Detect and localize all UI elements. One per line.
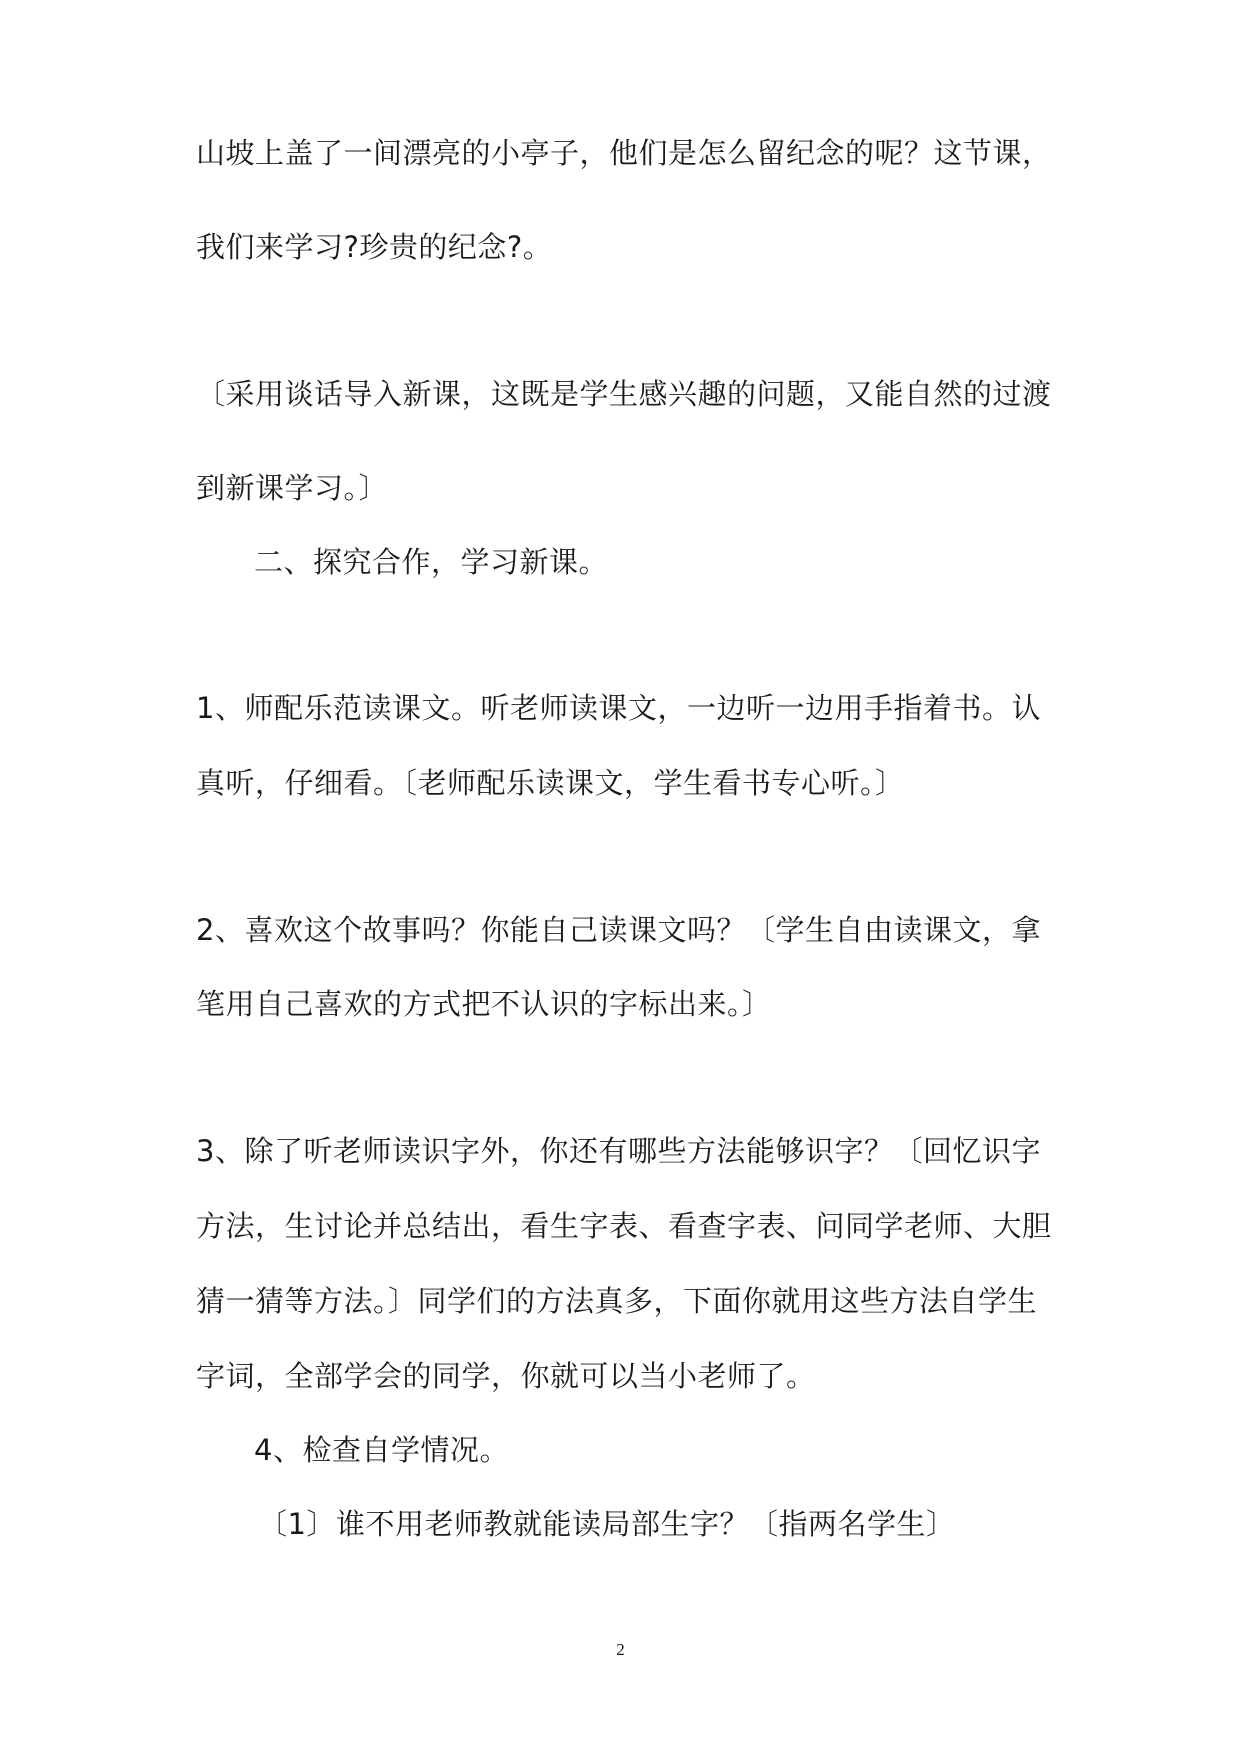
text-line: 〔1〕谁不用老师教就能读局部生字？〔指两名学生〕 xyxy=(258,1507,956,1541)
text-line: 笔用自己喜欢的方式把不认识的字标出来。〕 xyxy=(196,987,772,1021)
text-line: 4、检查自学情况。 xyxy=(254,1433,509,1467)
text-line: 1、师配乐范读课文。听老师读课文，一边听一边用手指着书。认 xyxy=(196,691,1041,725)
text-line: 我们来学习?珍贵的纪念?。 xyxy=(196,230,553,264)
text-line: 猜一猜等方法。〕同学们的方法真多，下面你就用这些方法自学生 xyxy=(196,1284,1038,1318)
text-line: 2、喜欢这个故事吗？你能自己读课文吗？〔学生自由读课文，拿 xyxy=(196,913,1041,947)
text-line: 真听，仔细看。〔老师配乐读课文，学生看书专心听。〕 xyxy=(196,766,905,800)
text-line: 字词，全部学会的同学，你就可以当小老师了。 xyxy=(196,1359,816,1393)
section-heading: 二、探究合作，学习新课。 xyxy=(254,545,609,579)
text-line: 方法，生讨论并总结出，看生字表、看查字表、问同学老师、大胆 xyxy=(196,1209,1052,1243)
text-line: 山坡上盖了一间漂亮的小亭子，他们是怎么留纪念的呢？这节课， xyxy=(196,136,1052,170)
page-number: 2 xyxy=(616,1640,625,1659)
text-line: 到新课学习。〕 xyxy=(196,471,389,505)
text-line: 3、除了听老师读识字外，你还有哪些方法能够识字？〔回忆识字 xyxy=(196,1134,1041,1168)
text-line: 〔采用谈话导入新课，这既是学生感兴趣的问题，又能自然的过渡 xyxy=(196,377,1052,411)
